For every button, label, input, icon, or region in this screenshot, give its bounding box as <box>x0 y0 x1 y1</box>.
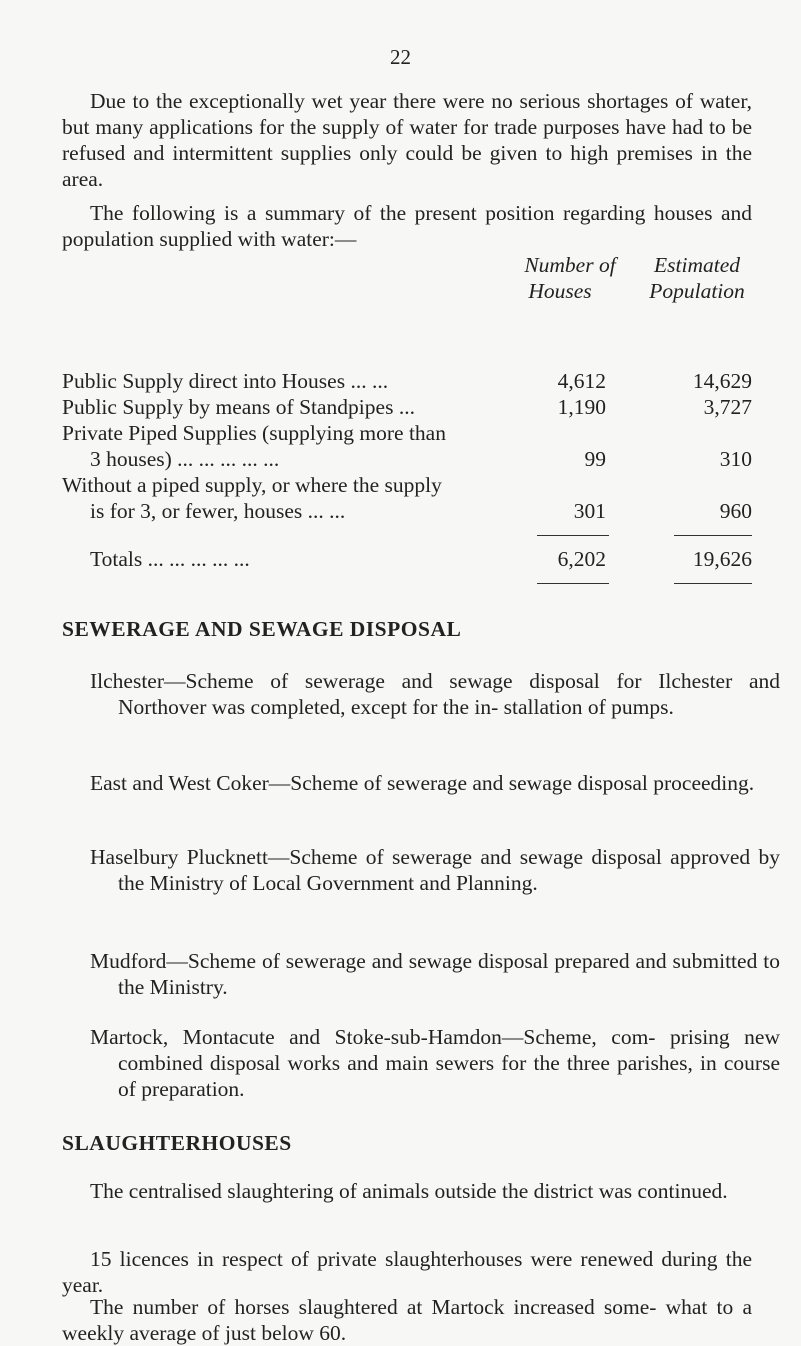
table-cell-population: 3,727 <box>703 395 752 419</box>
sewerage-item: East and West Coker—Scheme of sewerage and sewage disposal proceeding. <box>90 771 755 795</box>
houses-header-line1: Number of <box>524 253 616 277</box>
population-total-rule-bottom <box>674 583 752 584</box>
houses-total-rule-top <box>537 535 609 536</box>
sewerage-item: Ilchester—Scheme of sewerage and sewage disposal for Ilchester and Northover was completed, except for the in- stallation of pumps. <box>90 669 780 719</box>
intro-paragraph-1: Due to the exceptionally wet year there were no serious shortages of water, but many applications for the supply of water for trade purposes have had to be refused and intermittent supplies only could be given to high premises in the area. <box>62 89 752 191</box>
table-cell-population: 310 <box>719 447 752 471</box>
slaughterhouses-paragraph: 15 licences in respect of private slaughterhouses were renewed during the year. <box>62 1247 752 1297</box>
sewerage-heading: SEWERAGE AND SEWAGE DISPOSAL <box>62 617 462 641</box>
table-cell-houses: 301 <box>573 499 606 523</box>
table-row-label: Without a piped supply, or where the supply <box>62 473 442 497</box>
population-header-line1: Estimated <box>654 253 740 277</box>
table-cell-population: 960 <box>719 499 752 523</box>
totals-label: Totals ... ... ... ... ... <box>90 547 250 571</box>
houses-total-rule-bottom <box>537 583 609 584</box>
totals-population: 19,626 <box>692 547 752 571</box>
intro-paragraph-2: The following is a summary of the present position regarding houses and population supplied with water:— <box>62 201 752 251</box>
table-cell-houses: 4,612 <box>557 369 606 393</box>
table-cell-houses: 99 <box>584 447 606 471</box>
slaughterhouses-heading: SLAUGHTERHOUSES <box>62 1131 292 1155</box>
sewerage-item: Mudford—Scheme of sewerage and sewage disposal prepared and submitted to the Ministry. <box>90 949 780 999</box>
table-row-label-continued: 3 houses) ... ... ... ... ... <box>90 447 280 471</box>
page-number: 22 <box>390 45 411 69</box>
table-cell-population: 14,629 <box>692 369 752 393</box>
table-row-label: Public Supply direct into Houses ... ... <box>62 369 389 393</box>
totals-houses: 6,202 <box>557 547 606 571</box>
population-total-rule-top <box>674 535 752 536</box>
table-row-label-continued: is for 3, or fewer, houses ... ... <box>90 499 346 523</box>
population-header-line2: Population <box>649 279 745 303</box>
sewerage-item: Haselbury Plucknett—Scheme of sewerage and sewage disposal approved by the Ministry of Local Government and Planning. <box>90 845 780 895</box>
houses-header-line2: Houses <box>528 279 592 303</box>
table-row-label: Public Supply by means of Standpipes ... <box>62 395 415 419</box>
sewerage-item: Martock, Montacute and Stoke-sub-Hamdon—Scheme, com- prising new combined disposal works and main sewers for the three parishes, in course of preparation. <box>90 1025 780 1101</box>
table-cell-houses: 1,190 <box>557 395 606 419</box>
slaughterhouses-paragraph: The number of horses slaughtered at Martock increased some- what to a weekly average of just below 60. <box>62 1295 752 1345</box>
table-row-label: Private Piped Supplies (supplying more than <box>62 421 446 445</box>
slaughterhouses-paragraph: The centralised slaughtering of animals outside the district was continued. <box>90 1179 728 1203</box>
